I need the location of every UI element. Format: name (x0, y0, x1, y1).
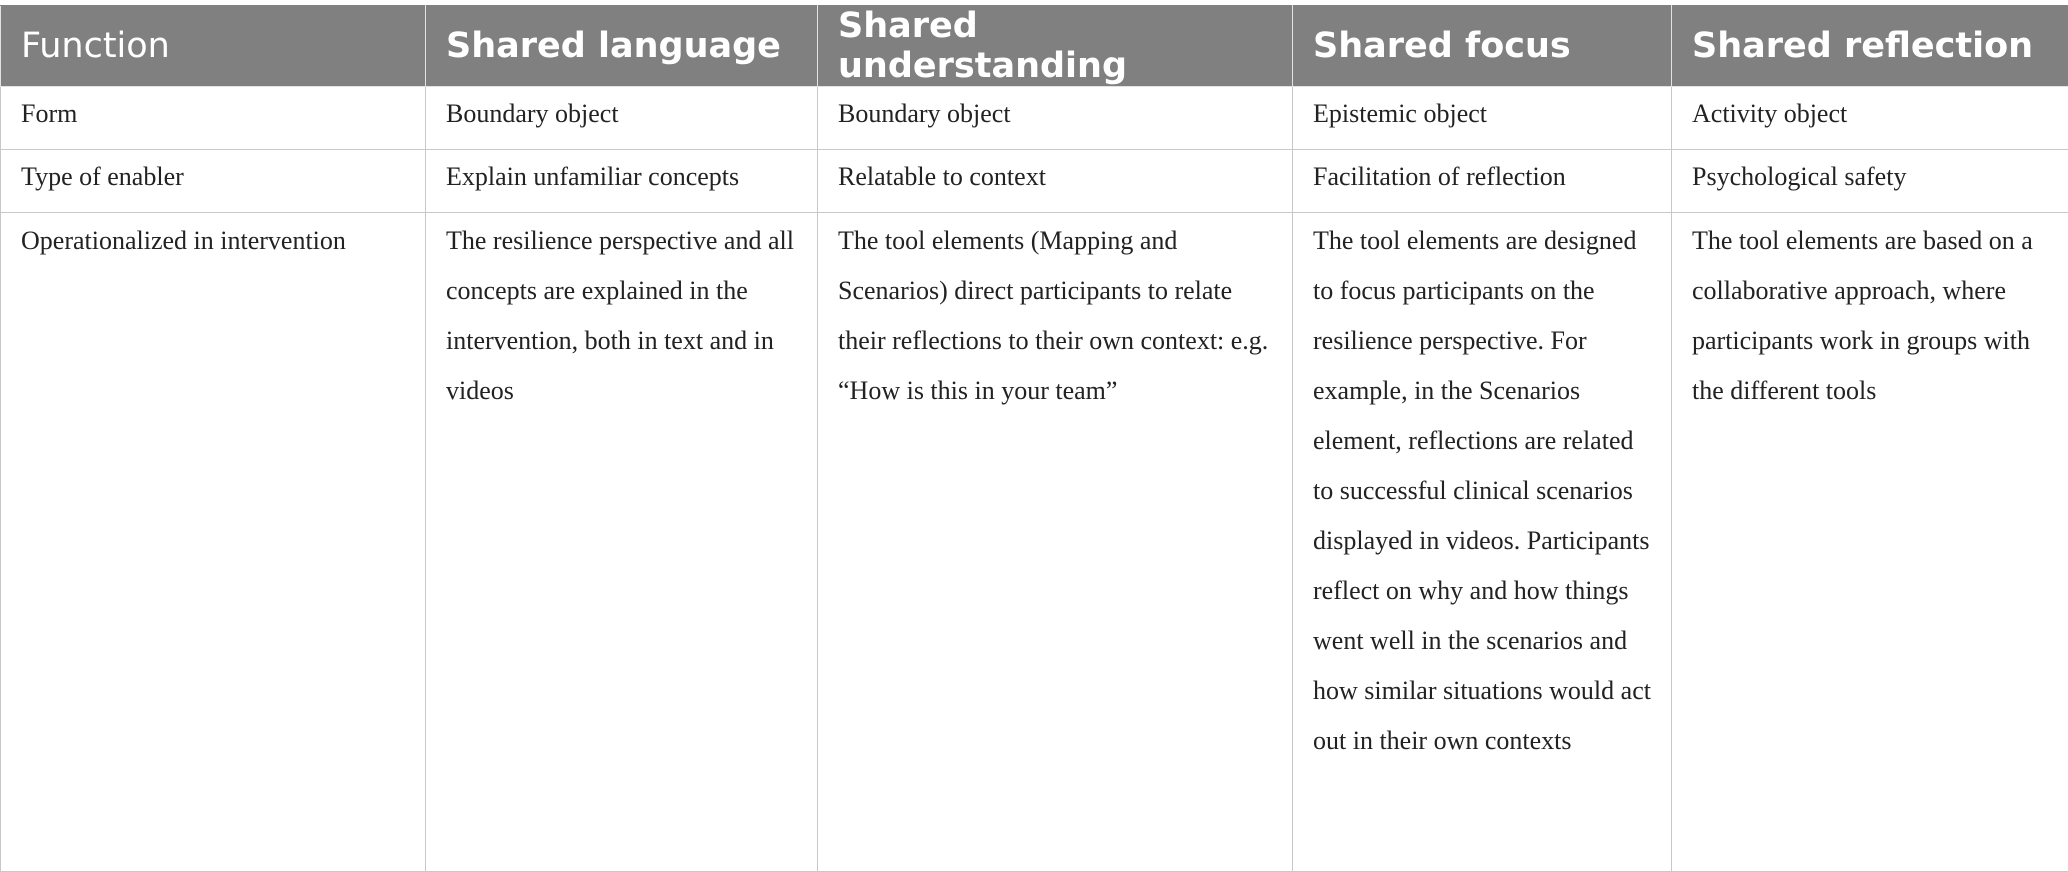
table-row-form (1, 87, 2068, 150)
table-row-operationalized (1, 213, 2068, 872)
table-header (1, 6, 2068, 87)
header-shared-language: Shared language (426, 6, 818, 87)
header-shared-focus: Shared focus (1293, 6, 1672, 87)
row-label: Type of enabler (1, 150, 426, 213)
table-cell: Boundary object (426, 87, 818, 150)
header-shared-reflection: Shared reflection (1672, 6, 2068, 87)
header-shared-understanding: Shared understanding (818, 6, 1293, 87)
table-row-type-of-enabler (1, 150, 2068, 213)
table-cell: The tool elements are designed to focus participants on the resilience perspective. For example, in the Scenarios element, reflections are related to successful clinical scenarios displayed in videos. Participants reflect on why and how things went well in the scenarios and how similar situations would act out in their own contexts (1293, 213, 1672, 872)
table-cell: Explain unfamiliar concepts (426, 150, 818, 213)
table-cell: Boundary object (818, 87, 1293, 150)
data-table (0, 5, 2068, 872)
table-cell: The tool elements (Mapping and Scenarios) direct participants to relate their reflections to their own context: e.g. “How is this in your team” (818, 213, 1293, 872)
table-body (1, 87, 2068, 872)
table-cell: Relatable to context (818, 150, 1293, 213)
table-cell: Facilitation of reflection (1293, 150, 1672, 213)
table-cell: Epistemic object (1293, 87, 1672, 150)
header-function: Function (1, 6, 426, 87)
table-cell: Activity object (1672, 87, 2068, 150)
row-label: Form (1, 87, 426, 150)
table-cell: The resilience perspective and all concepts are explained in the intervention, both in text and in videos (426, 213, 818, 872)
table-cell: The tool elements are based on a collaborative approach, where participants work in groups with the different tools (1672, 213, 2068, 872)
header-row (1, 6, 2068, 87)
row-label: Operationalized in intervention (1, 213, 426, 872)
table-cell: Psychological safety (1672, 150, 2068, 213)
